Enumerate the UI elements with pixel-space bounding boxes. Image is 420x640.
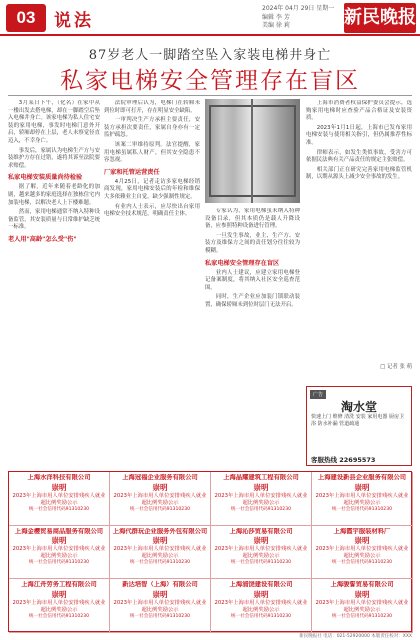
notice-credit-code: 统一社会信用代码91310230 [230, 560, 292, 566]
classified-notice [312, 526, 413, 580]
paragraph: 业内人士建议，应建立家用电梯登记备案制度，将其纳入社区安全巡查范围。 [205, 269, 300, 291]
notice-company-name: 上海冠福企业服务有限公司 [122, 474, 198, 481]
notice-title: 2023年上海市用人单位安排残疾人就业超比例奖励公示 [12, 492, 106, 506]
notice-title: 2023年上海市用人单位安排残疾人就业超比例奖励公示 [12, 546, 106, 560]
notice-region: 崇明 [51, 589, 67, 599]
classifieds-grid [8, 471, 412, 632]
issue-date: 2024年 04月 29日 星期一 [262, 5, 335, 12]
notice-region: 崇明 [152, 482, 168, 492]
classified-notice [9, 526, 110, 580]
subheading: 老人用"高龄"怎么受"伤" [8, 235, 77, 243]
elevator-door-photo [205, 99, 300, 203]
ad-brand-name: 淘水堂 [340, 400, 377, 414]
paragraph: 同时，生产企业应加装门锁联动装置，确保轿厢未到位时层门无法开启。 [205, 294, 300, 308]
paragraph: 3月某日下午，（化名）在家中从一楼出发去搭电梯，却在一脚踏空后坠入电梯井身亡。该家电梯为私人住宅安装的家用电梯，事发时电梯门意外开启，轿厢却停在上层，老人未察觉径直迈入，不幸身亡。 [8, 100, 100, 144]
ad-body-text: 快速上门 维修 清洗 安装 家用电器 厨房卫浴 防水补漏 管道疏通 [311, 414, 404, 427]
paragraph: 专家认为，家用电梯虽未纳入特种设备目录，但其本质仍是载人升降设备，应参照特种设备进行管理。 [205, 208, 300, 230]
notice-region: 崇明 [253, 482, 269, 492]
notice-title: 2023年上海市用人单位安排残疾人就业超比例奖励公示 [315, 546, 409, 560]
notice-company-name: 上海骏誓贸易有限公司 [330, 581, 394, 589]
paragraph: 然而，家用电梯通常不纳入特种设备监管，其安装质量与日常维护缺乏统一标准。 [8, 209, 100, 231]
paragraph: 事发后，家属认为电梯生产方与安装维护方存在过错，遂将其诉至法院要求赔偿。 [8, 147, 100, 169]
newspaper-masthead-logo: 新民晚报 [344, 3, 416, 33]
article-column-3 [205, 208, 300, 466]
paragraph: 2023年1月1日起，上海市已发布家用电梯安装与使用相关指引，但仍属推荐性标准。 [306, 124, 412, 146]
paragraph: 该案二审维持原判。法官提醒，家用电梯虽属私人财产，但其安全隐患不容忽视。 [104, 141, 200, 164]
ad-phone-number: 客服热线 22695573 [311, 456, 376, 464]
notice-region: 崇明 [354, 482, 370, 492]
classified-notice [312, 472, 413, 526]
subheading: 私家电梯安装质量尚待检验 [8, 174, 83, 182]
ad-tag: 广告 [310, 390, 326, 399]
notice-credit-code: 统一社会信用代码91310230 [28, 506, 90, 512]
advertisement-box [306, 386, 412, 466]
notice-company-name: 上海代群玩企业服务外包有限公司 [112, 527, 208, 535]
classified-notice [110, 526, 211, 580]
elevator-door-seam [251, 99, 253, 203]
paragraph: 律师表示，如发生类似事故，受害方可依据民法典有关产品责任的规定主张赔偿。 [306, 149, 412, 164]
paragraph: 法院审理后认为，电梯门在轿厢未到位时即可打开，存在明显安全缺陷。 [104, 100, 200, 114]
subheading: 厂家和托管运营责任 [104, 168, 160, 176]
headline-divider [8, 95, 412, 96]
subheading: 私家电梯安全管理存在盲区 [205, 259, 280, 267]
notice-region: 崇明 [152, 536, 168, 546]
notice-company-name: 新达培智（上海）有限公司 [122, 581, 198, 589]
section-name: 说法 [54, 11, 94, 31]
article-column-2 [104, 100, 200, 465]
paragraph: 上海市消费者权益保护委员会提示，选购家用电梯时应查验产品合格证及安装资质。 [306, 100, 412, 122]
notice-title: 2023年上海市用人单位安排残疾人就业超比例奖励公示 [315, 492, 409, 506]
notice-title: 2023年上海市用人单位安排残疾人就业超比例奖励公示 [214, 599, 308, 613]
article-column-4 [306, 100, 412, 362]
paragraph: 相关部门正在研究完善家用电梯监管机制，以期从源头上减少安全事故的发生。 [306, 166, 412, 181]
article-byline: □ 记者 张 萌 [380, 364, 412, 370]
paragraph: 据了解，近年来随着老龄化的加剧，越来越多的家庭选择在独栋住宅内加装电梯，以解决老人上下楼难题。 [8, 184, 100, 206]
notice-title: 2023年上海市用人单位安排残疾人就业超比例奖励公示 [113, 546, 207, 560]
notice-region: 崇明 [152, 589, 168, 599]
notice-credit-code: 统一社会信用代码91310230 [331, 506, 393, 512]
paragraph: 一旦发生事故，业主、生产方、安装方及维保方之间的责任划分往往较为模糊。 [205, 232, 300, 254]
classified-notice [110, 472, 211, 526]
article-kicker: 87岁老人一脚踏空坠入家装电梯井身亡 [88, 48, 332, 63]
notice-region: 崇明 [253, 589, 269, 599]
notice-region: 崇明 [51, 536, 67, 546]
notice-region: 崇明 [51, 482, 67, 492]
notice-company-name: 上海霞宇服装材料厂 [333, 527, 391, 535]
notice-company-name: 上海浦饶建设有限公司 [229, 581, 293, 589]
notice-credit-code: 统一社会信用代码91310230 [230, 506, 292, 512]
classified-notice [211, 526, 312, 580]
notice-credit-code: 统一社会信用代码91310230 [331, 613, 393, 619]
classified-notice [211, 579, 312, 633]
notice-title: 2023年上海市用人单位安排残疾人就业超比例奖励公示 [214, 546, 308, 560]
article-column-1 [8, 100, 100, 465]
notice-credit-code: 统一社会信用代码91310230 [129, 560, 191, 566]
notice-credit-code: 统一社会信用代码91310230 [129, 506, 191, 512]
notice-title: 2023年上海市用人单位安排残疾人就业超比例奖励公示 [315, 599, 409, 613]
notice-region: 崇明 [354, 536, 370, 546]
notice-credit-code: 统一社会信用代码91310230 [129, 613, 191, 619]
classified-notice [9, 472, 110, 526]
page-footer: 新民晚报社 电话：021-52920000 本版责任校对：XXX [299, 634, 412, 639]
designer-credit: 美编 徐 莉 [262, 22, 290, 29]
page-header [0, 0, 420, 36]
classified-notice [312, 579, 413, 633]
notice-company-name: 上海江舟劳务工程有限公司 [21, 581, 97, 589]
classified-notice [211, 472, 312, 526]
notice-company-name: 上海金樱贸易商品服务有限公司 [14, 527, 104, 535]
notice-title: 2023年上海市用人单位安排残疾人就业超比例奖励公示 [113, 492, 207, 506]
notice-company-name: 上海建设新县企业服务有限公司 [317, 474, 407, 481]
editor-credit: 编辑 李 芳 [262, 13, 290, 21]
paragraph: 一审判决生产方承担主要责任，安装方承担次要责任，家属自身亦有一定监护疏忽。 [104, 117, 200, 139]
classified-notice [9, 579, 110, 633]
notice-title: 2023年上海市用人单位安排残疾人就业超比例奖励公示 [214, 492, 308, 506]
notice-company-name: 上海沁莎贸易有限公司 [229, 527, 293, 535]
classified-notice [110, 579, 211, 633]
notice-region: 崇明 [253, 536, 269, 546]
notice-credit-code: 统一社会信用代码91310230 [230, 613, 292, 619]
notice-credit-code: 统一社会信用代码91310230 [28, 560, 90, 566]
notice-region: 崇明 [354, 589, 370, 599]
paragraph: 有业内人士表示，应尽快出台家用电梯安全技术规范，明确责任主体。 [104, 203, 200, 218]
paragraph: 4月25日，记者走访多家电梯经销商发现，家用电梯安装后的年检和维保大多依赖业主自觉，缺少强制性规定。 [104, 178, 200, 200]
notice-company-name: 上海水洋科技有限公司 [27, 474, 91, 481]
notice-credit-code: 统一社会信用代码91310230 [28, 613, 90, 619]
header-meta [262, 5, 340, 31]
notice-title: 2023年上海市用人单位安排残疾人就业超比例奖励公示 [12, 599, 106, 613]
notice-title: 2023年上海市用人单位安排残疾人就业超比例奖励公示 [113, 599, 207, 613]
section-number: 03 [6, 4, 46, 32]
notice-credit-code: 统一社会信用代码91310230 [331, 560, 393, 566]
article-headline: 私家电梯安全管理存在盲区 [60, 68, 360, 94]
notice-company-name: 上海晶耀建筑工程有限公司 [223, 474, 299, 481]
